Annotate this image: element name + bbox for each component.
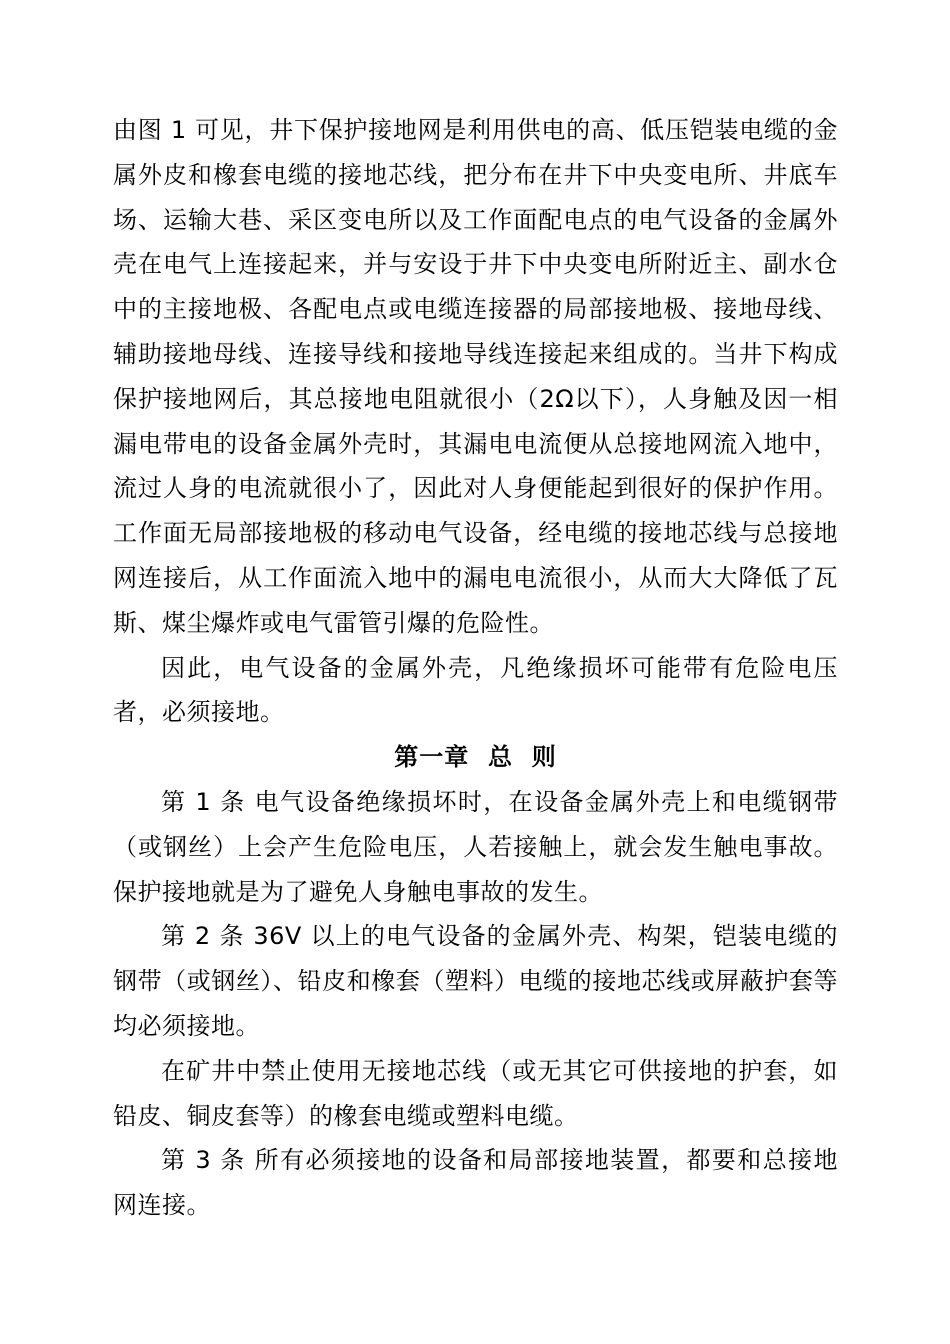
article-2-paragraph-2: 在矿井中禁止使用无接地芯线（或无其它可供接地的护套，如铅皮、铜皮套等）的橡套电缆或塑料电缆。 [113, 1056, 838, 1130]
article-1: 第 1 条 电气设备绝缘损坏时，在设备金属外壳上和电缆钢带（或钢丝）上会产生危险电压，人若接触上，就会发生触电事故。保护接地就是为了避免人身触电事故的发生。 [113, 787, 838, 906]
article-3: 第 3 条 所有必须接地的设备和局部接地装置，都要和总接地网连接。 [113, 1146, 838, 1220]
article-2: 第 2 条 36V 以上的电气设备的金属外壳、构架，铠装电缆的钢带（或钢丝）、铅皮和橡套（塑料）电缆的接地芯线或屏蔽护套等均必须接地。 [113, 922, 838, 1040]
document-page [113, 108, 838, 1228]
intro-paragraph-1: 由图 1 可见，井下保护接地网是利用供电的高、低压铠装电缆的金属外皮和橡套电缆的接地芯线，把分布在井下中央变电所、井底车场、运输大巷、采区变电所以及工作面配电点的电气设备的金属外壳在电气上连接起来，并与安设于井下中央变电所附近主、副水仓中的主接地极、各配电点或电缆连接器的局部接地极、接地母线、辅助接地母线、连接导线和接地导线连接起来组成的。当井下构成保护接地网后，其总接地电阻就很小（2Ω以下），人身触及因一相漏电带电的设备金属外壳时，其漏电电流便从总接地网流入地中，流过人身的电流就很小了，因此对人身便能起到很好的保护作用。工作面无局部接地极的移动电气设备，经电缆的接地芯线与总接地网连接后，从工作面流入地中的漏电电流很小，从而大大降低了瓦斯、煤尘爆炸或电气雷管引爆的危险性。 [113, 116, 838, 637]
intro-paragraph-2: 因此，电气设备的金属外壳，凡绝缘损坏可能带有危险电压者，必须接地。 [113, 653, 838, 727]
chapter-title: 第一章 总 则 [394, 743, 557, 772]
